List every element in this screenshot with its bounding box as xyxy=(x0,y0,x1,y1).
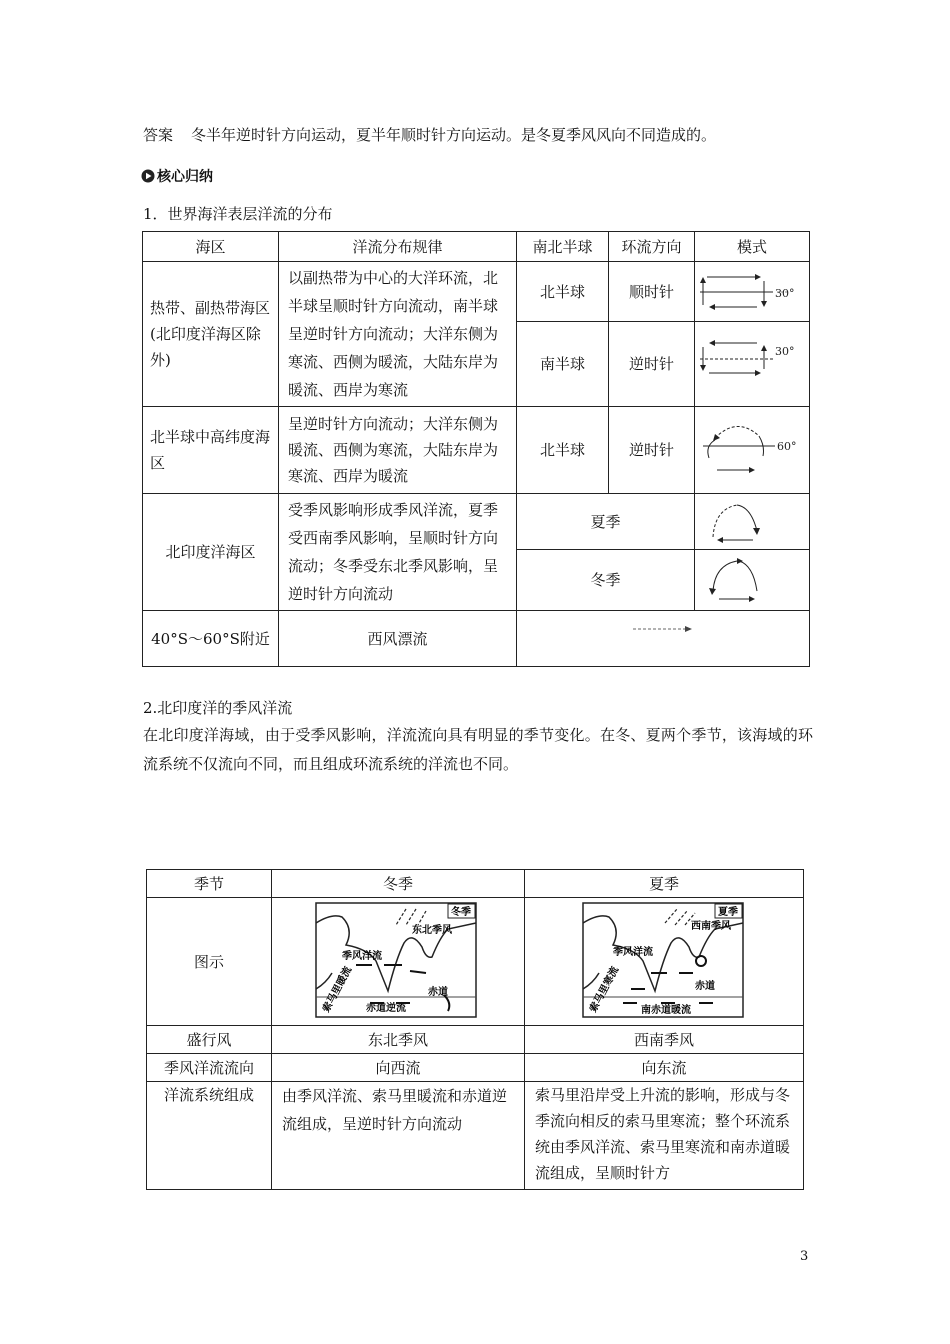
winter-monsoon-gyre-diagram xyxy=(695,551,809,609)
summer-map-somali: 索马里寒流 xyxy=(587,964,622,1014)
summer-map-monsoon-current: 季风洋流 xyxy=(613,946,653,958)
table1-caption: 1．世界海洋表层洋流的分布 xyxy=(143,205,333,223)
winter-map-equator: 赤道 xyxy=(428,986,448,998)
region-west-wind: 40°S～60°S附近 xyxy=(143,611,279,667)
winter-map-counter-current: 赤道逆流 xyxy=(366,1002,406,1014)
winter-map-wind: 东北季风 xyxy=(412,924,452,936)
play-icon xyxy=(141,169,155,183)
t2-header-season: 季节 xyxy=(147,870,272,898)
pattern-cell-winter xyxy=(695,550,810,611)
t2-wind-label: 盛行风 xyxy=(147,1026,272,1054)
winter-map-monsoon-current: 季风洋流 xyxy=(342,950,382,962)
summer-map-season: 夏季 xyxy=(718,906,738,918)
pattern-cell-summer xyxy=(695,494,810,550)
page-number: 3 xyxy=(800,1249,809,1264)
rule-high-lat: 呈逆时针方向流动；大洋东侧为暖流、西侧为寒流，大陆东岸为寒流、西岸为暖流 xyxy=(279,407,517,494)
clockwise-gyre-diagram xyxy=(695,263,809,321)
header-region: 海区 xyxy=(143,232,279,262)
lat-label-60: 60° xyxy=(777,439,797,453)
summer-map-cell xyxy=(525,898,804,1026)
pattern-cell-high-lat xyxy=(695,407,810,494)
region-tropical: 热带、副热带海区(北印度洋海区除外) xyxy=(143,262,279,407)
ocean-current-table xyxy=(142,231,810,667)
t2-dir-winter: 向西流 xyxy=(272,1054,525,1082)
t2-dir-label: 季风洋流流向 xyxy=(147,1054,272,1082)
t2-wind-summer: 西南季风 xyxy=(525,1026,804,1054)
t2-comp-label: 洋流系统组成 xyxy=(147,1082,272,1190)
answer-line xyxy=(143,124,716,145)
header-hemisphere: 南北半球 xyxy=(517,232,609,262)
monsoon-current-table xyxy=(146,869,804,1190)
t2-header-winter: 冬季 xyxy=(272,870,525,898)
winter-map-cell xyxy=(272,898,525,1026)
direction-counterclockwise-1: 逆时针 xyxy=(609,322,695,407)
region-north-indian: 北印度洋海区 xyxy=(143,494,279,611)
answer-text: 冬半年逆时针方向运动，夏半年顺时针方向运动。是冬夏季风风向不同造成的。 xyxy=(191,126,717,144)
winter-monsoon-map xyxy=(272,899,525,1025)
t2-comp-winter: 由季风洋流、索马里暖流和赤道逆流组成，呈逆时针方向流动 xyxy=(272,1082,525,1190)
summer-monsoon-map xyxy=(525,899,804,1025)
pattern-cell-west-wind xyxy=(517,611,810,667)
t2-diagram-label: 图示 xyxy=(147,898,272,1026)
section-heading: 核心归纳 xyxy=(141,166,213,186)
section2-title: 2.北印度洋的季风洋流 xyxy=(143,699,293,717)
hemisphere-north-2: 北半球 xyxy=(517,407,609,494)
pattern-cell-north xyxy=(695,262,810,322)
answer-label: 答案 xyxy=(143,126,174,144)
header-pattern: 模式 xyxy=(695,232,810,262)
hemisphere-south: 南半球 xyxy=(517,322,609,407)
winter-map-season: 冬季 xyxy=(451,906,471,918)
season-summer: 夏季 xyxy=(517,494,695,550)
t2-comp-summer: 索马里沿岸受上升流的影响，形成与冬季流向相反的索马里寒流；整个环流系统由季风洋流、索马里寒流和南赤道暖流组成，呈顺时针方 xyxy=(525,1082,804,1190)
pattern-cell-south xyxy=(695,322,810,407)
header-direction: 环流方向 xyxy=(609,232,695,262)
winter-map-somali: 索马里暖流 xyxy=(320,964,355,1014)
rule-north-indian: 受季风影响形成季风洋流，夏季受西南季风影响，呈顺时针方向流动；冬季受东北季风影响，呈逆时针方向流动 xyxy=(279,494,517,611)
direction-counterclockwise-2: 逆时针 xyxy=(609,407,695,494)
t2-wind-winter: 东北季风 xyxy=(272,1026,525,1054)
summer-map-equator: 赤道 xyxy=(695,980,715,992)
direction-clockwise: 顺时针 xyxy=(609,262,695,322)
rule-tropical: 以副热带为中心的大洋环流，北半球呈顺时针方向流动，南半球呈逆时针方向流动；大洋东侧为寒流、西侧为暖流，大陆东岸为暖流、西岸为寒流 xyxy=(279,262,517,407)
hemisphere-north-1: 北半球 xyxy=(517,262,609,322)
t2-header-summer: 夏季 xyxy=(525,870,804,898)
t2-dir-summer: 向东流 xyxy=(525,1054,804,1082)
section2-paragraph: 在北印度洋海域，由于受季风影响，洋流流向具有明显的季节变化。在冬、夏两个季节，该海域的环流系统不仅流向不同，而且组成环流系统的洋流也不同。 xyxy=(143,726,813,773)
west-wind-drift-diagram xyxy=(517,612,807,666)
summer-map-wind: 西南季风 xyxy=(691,920,731,932)
lat-label-30-south: 30° xyxy=(775,345,795,359)
rule-west-wind-drift: 西风漂流 xyxy=(279,611,517,667)
lat-label-30-north: 30° xyxy=(775,286,795,300)
region-high-lat: 北半球中高纬度海区 xyxy=(143,407,279,494)
season-winter: 冬季 xyxy=(517,550,695,611)
header-rule: 洋流分布规律 xyxy=(279,232,517,262)
summer-map-south-equatorial: 南赤道暖流 xyxy=(641,1004,691,1016)
subpolar-gyre-diagram xyxy=(695,408,809,493)
counterclockwise-gyre-diagram xyxy=(695,323,809,405)
summer-monsoon-gyre-diagram xyxy=(695,495,809,549)
